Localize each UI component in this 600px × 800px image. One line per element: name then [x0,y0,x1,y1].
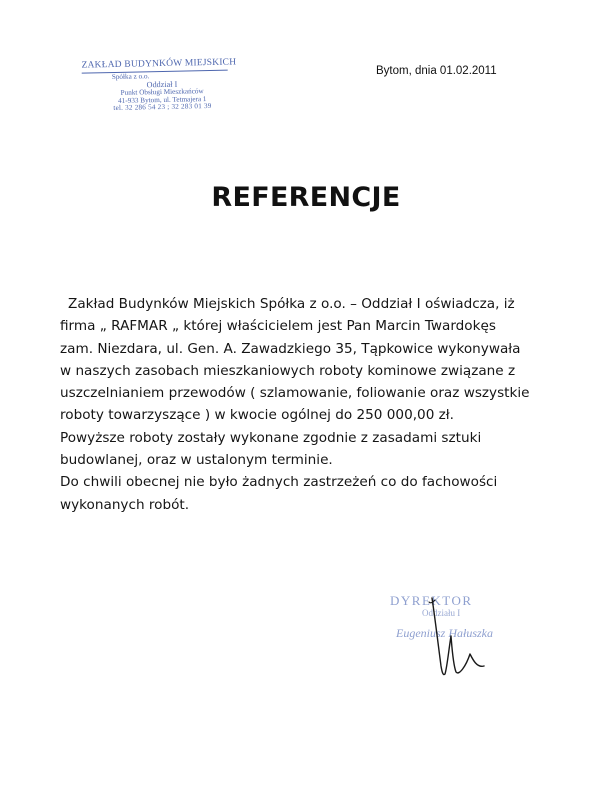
stamp-company-name: ZAKŁAD BUDYNKÓW MIEJSKICH [81,59,227,74]
document-body [60,293,540,516]
body-line: roboty towarzyszące ) w kwocie ogólnej do 250 000,00 zł. [60,407,454,424]
body-line: w naszych zasobach mieszkaniowych roboty kominowe związane z [60,362,516,379]
place-date: Bytom, dnia 01.02.2011 [376,65,497,77]
body-line: Zakład Budynków Miejskich Spółka z o.o. – Oddział I oświadcza, iż [68,296,515,312]
stamp-branch: Oddział I [146,79,178,89]
body-line: wykonanych robót. [60,496,190,513]
body-line: Powyższe roboty zostały wykonane zgodnie z zasadami sztuki [60,429,482,446]
signature-icon [380,588,530,698]
director-title: DYREKTOR [390,593,473,608]
body-line: firma „ RAFMAR „ której właścicielem jest Pan Marcin Twardokęs [60,318,496,335]
body-line: Do chwili obecnej nie było żadnych zastrzeżeń co do fachowości [60,474,498,491]
body-line: uszczelnianiem przewodów ( szlamowanie, foliowanie oraz wszystkie [60,385,530,402]
director-stamp [380,588,530,698]
stamp-service-point: Punkt Obsługi Mieszkańców [120,87,204,98]
stamp-company-form: Spółka z o.o. [111,72,150,82]
stamp-address: 41-933 Bytom, ul. Tetmajera 1 [118,94,207,105]
body-line: zam. Niezdara, ul. Gen. A. Zawadzkiego 35, Tąpkowice wykonywała [60,340,521,357]
document-title: REFERENCJE [211,182,401,213]
director-subtitle: Oddziału I [422,608,461,618]
stamp-phone: tel. 32 286 54 23 ; 32 283 01 39 [113,102,212,113]
director-name: Eugeniusz Hałuszka [396,626,493,640]
company-stamp [81,58,242,113]
body-line: budowlanej, oraz w ustalonym terminie. [60,452,333,469]
